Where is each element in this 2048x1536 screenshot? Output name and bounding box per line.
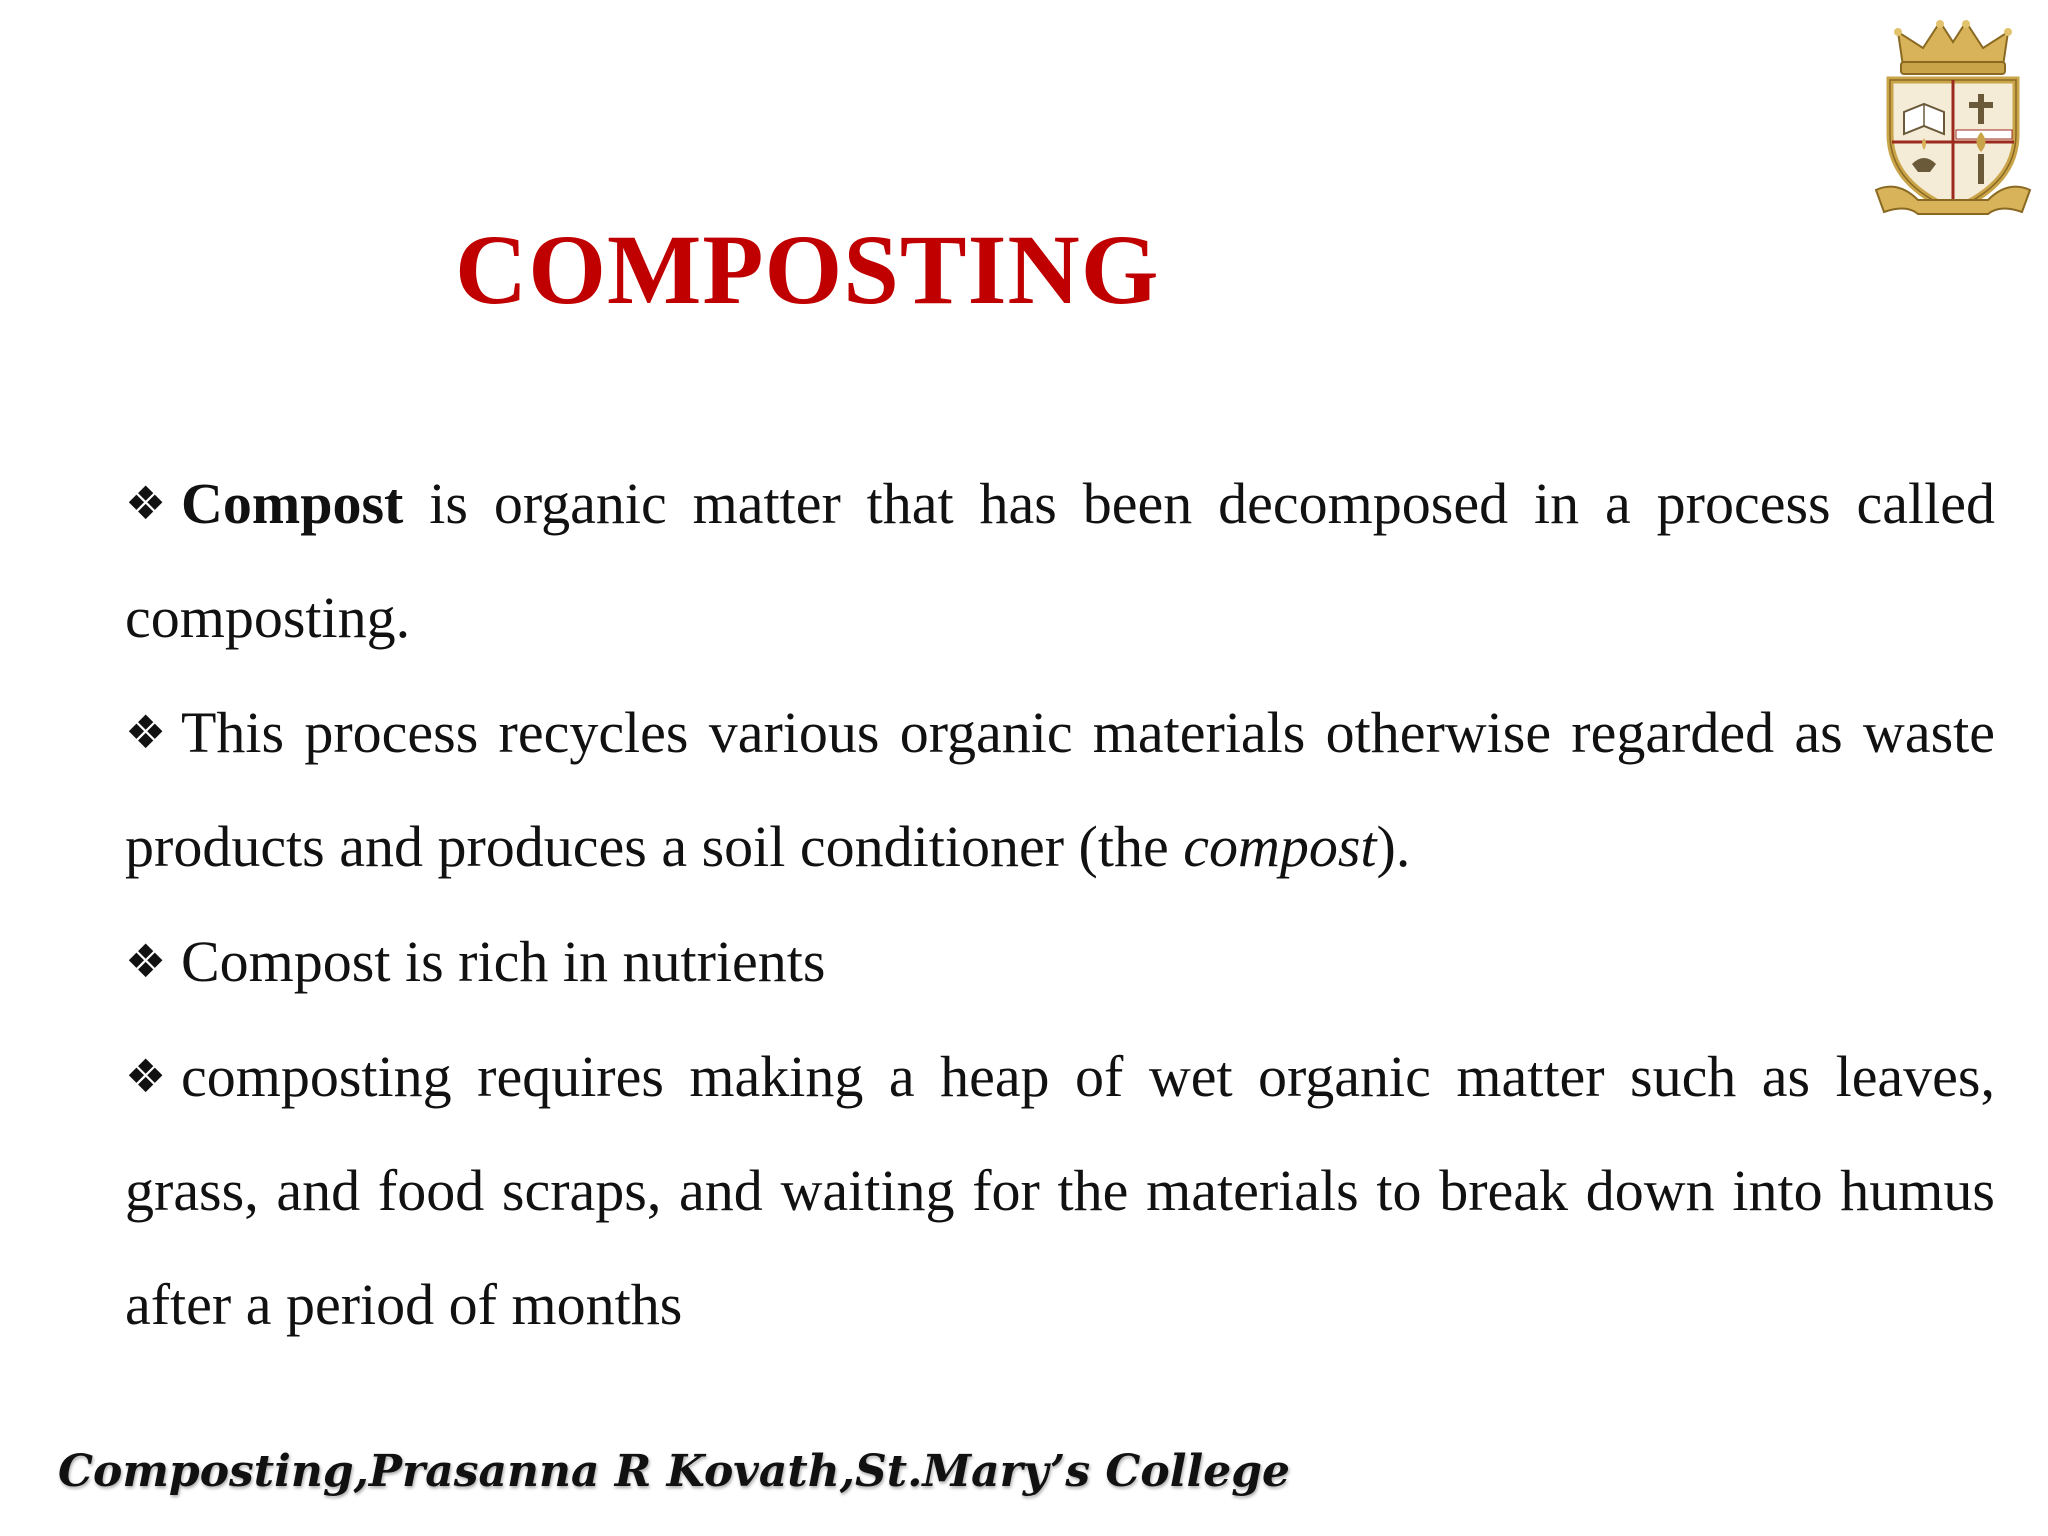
slide-footer: Composting,Prasanna R Kovath,St.Mary’s College bbox=[58, 1446, 1290, 1497]
bullet-item-compost-definition bbox=[125, 446, 1995, 675]
diamond-bullet-icon: ❖ bbox=[125, 934, 167, 988]
diamond-bullet-icon: ❖ bbox=[125, 1049, 167, 1103]
italic-term: compost bbox=[1183, 814, 1377, 879]
college-crest-icon bbox=[1868, 14, 2038, 224]
bullet-text: is organic matter that has been decomposed in a process called composting. bbox=[125, 471, 1995, 650]
bullet-item-composting-method bbox=[125, 1019, 1995, 1362]
bullet-text: Compost is rich in nutrients bbox=[181, 929, 826, 994]
bullet-item-recycling-process bbox=[125, 675, 1995, 904]
bullet-item-nutrients bbox=[125, 904, 1995, 1019]
slide-title: COMPOSTING bbox=[455, 214, 1160, 325]
diamond-bullet-icon: ❖ bbox=[125, 705, 167, 759]
bold-term: Compost bbox=[181, 471, 404, 536]
bullet-list bbox=[125, 446, 1995, 1362]
bullet-text-end: ). bbox=[1376, 814, 1411, 879]
bullet-text: composting requires making a heap of wet organic matter such as leaves, grass, and food scraps, and waiting for the materials to break down into humus after a period of months bbox=[125, 1044, 1995, 1337]
diamond-bullet-icon: ❖ bbox=[125, 476, 167, 530]
bullet-text: This process recycles various organic materials otherwise regarded as waste products and produces a soil conditioner (the bbox=[125, 700, 1995, 879]
